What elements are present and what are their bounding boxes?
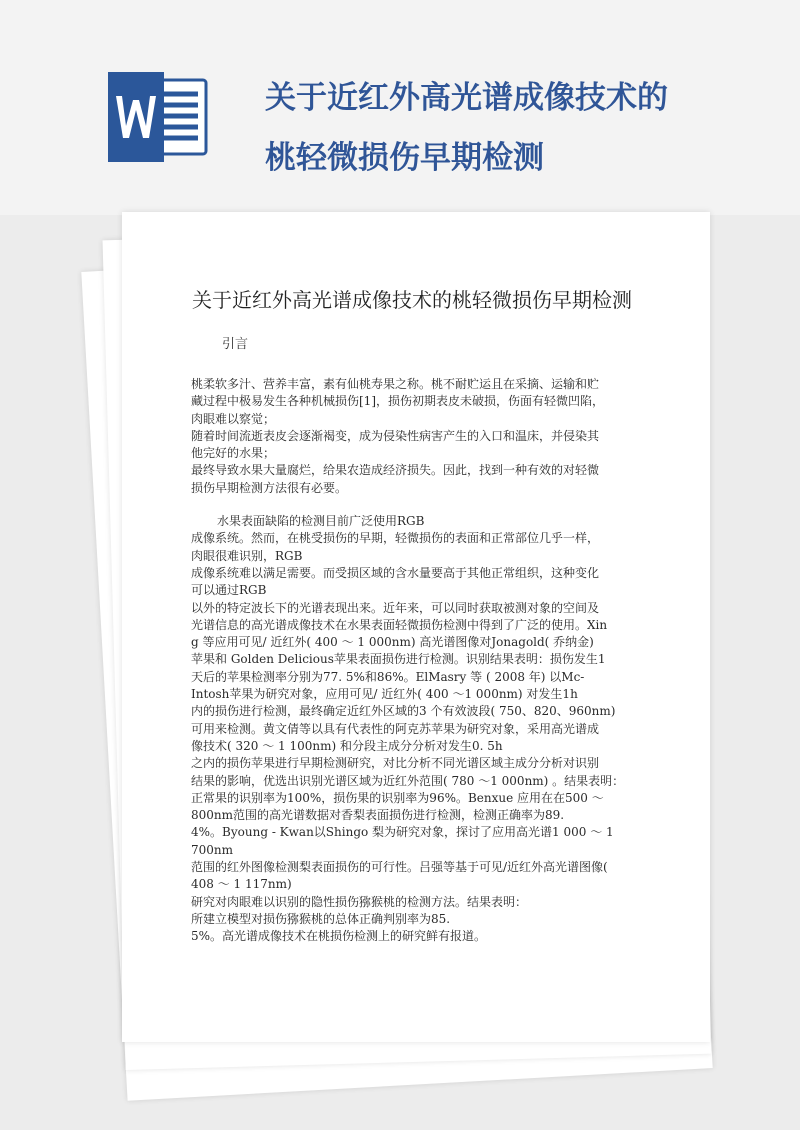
text-line: 以外的特定波长下的光谱表现出来。近年来，可以同时获取被测对象的空间及 [191, 600, 600, 615]
text-line: 408 ～ 1 117nm) [191, 877, 292, 892]
text-line: 正常果的识别率为100%，损伤果的识别率为96%。Benxue 应用在在500 ～ [191, 790, 604, 805]
text-line: 5%。高光谱成像技术在桃损伤检测上的研究鲜有报道。 [191, 929, 487, 944]
text-line: 4%。Byoung - Kwan以Shingo 梨为研究对象，探讨了应用高光谱1 000 ～ 1 [191, 825, 614, 840]
document-title: 关于近红外高光谱成像技术的桃轻微损伤早期检测 [192, 288, 632, 312]
text-line: g 等应用可见/ 近红外( 400 ～ 1 000nm) 高光谱图像对Jonagold( 乔纳金) [191, 635, 594, 650]
text-line: 像技术( 320 ～ 1 100nm) 和分段主成分分析对发生0. 5h [191, 738, 503, 753]
text-line: 可以通过RGB [191, 583, 267, 598]
text-line: 之内的损伤苹果进行早期检测研究，对比分析不同光谱区域主成分分析对识别 [191, 756, 600, 771]
text-line: 研究对肉眼难以识别的隐性损伤猕猴桃的检测方法。结果表明： [191, 894, 528, 909]
header-title-line-1: 关于近红外高光谱成像技术的 [265, 80, 668, 116]
text-line: 所建立模型对损伤猕猴桃的总体正确判别率为85. [191, 911, 451, 926]
text-line: 结果的影响，优选出识别光谱区域为近红外范围( 780 ～1 000nm) 。结果表明： [191, 773, 625, 788]
text-line: 肉眼难以察觉； [191, 411, 276, 426]
text-line: Intosh苹果为研究对象，应用可见/ 近红外( 400 ～1 000nm) 对发生1h [191, 687, 578, 702]
text-line: 700nm [191, 842, 234, 857]
text-line: 藏过程中极易发生各种机械损伤[1]，损伤初期表皮未破损，伤面有轻微凹陷， [191, 394, 605, 409]
text-line: 肉眼很难识别，RGB [191, 548, 303, 563]
header-title-line-2: 桃轻微损伤早期检测 [265, 140, 544, 176]
word-document-icon [106, 72, 208, 162]
text-line: 内的损伤进行检测，最终确定近红外区域的3 个有效波段( 750、820、960nm) [191, 704, 616, 719]
text-line: 范围的红外图像检测梨表面损伤的可行性。吕强等基于可见/近红外高光谱图像( [191, 860, 608, 875]
text-line: 成像系统。然而，在桃受损伤的早期，轻微损伤的表面和正常部位几乎一样， [191, 531, 600, 546]
text-line: 随着时间流逝表皮会逐渐褐变，成为侵染性病害产生的入口和温床，并侵染其 [191, 428, 600, 443]
text-line: 成像系统难以满足需要。而受损区域的含水量要高于其他正常组织，这种变化 [191, 565, 600, 580]
text-line: 可用来检测。黄文倩等以具有代表性的阿克苏苹果为研究对象，采用高光谱成 [191, 721, 600, 736]
text-line: 800nm范围的高光谱数据对香梨表面损伤进行检测，检测正确率为89. [191, 808, 565, 823]
paragraph-gap [191, 497, 631, 513]
text-line: 苹果和 Golden Delicious苹果表面损伤进行检测。识别结果表明：损伤发生1 [191, 652, 606, 667]
header-title [265, 68, 785, 188]
text-line: 他完好的水果； [191, 446, 276, 461]
text-line: 桃柔软多汁、营养丰富，素有仙桃寿果之称。桃不耐贮运且在采摘、运输和贮 [191, 377, 600, 391]
text-line: 水果表面缺陷的检测目前广泛使用RGB [217, 514, 425, 529]
text-line: 光谱信息的高光谱成像技术在水果表面轻微损伤检测中得到了广泛的使用。Xin [191, 617, 608, 632]
text-line: 最终导致水果大量腐烂，给果农造成经济损失。因此，找到一种有效的对轻微 [191, 463, 600, 478]
text-line: 损伤早期检测方法很有必要。 [191, 480, 348, 495]
paragraph-2 [191, 513, 631, 945]
paragraph-1 [191, 376, 631, 497]
text-line: 天后的苹果检测率分别为77. 5%和86%。ElMasry 等 ( 2008 年) 以Mc- [191, 669, 585, 684]
document-body [191, 376, 631, 946]
section-heading-intro: 引言 [222, 337, 249, 352]
